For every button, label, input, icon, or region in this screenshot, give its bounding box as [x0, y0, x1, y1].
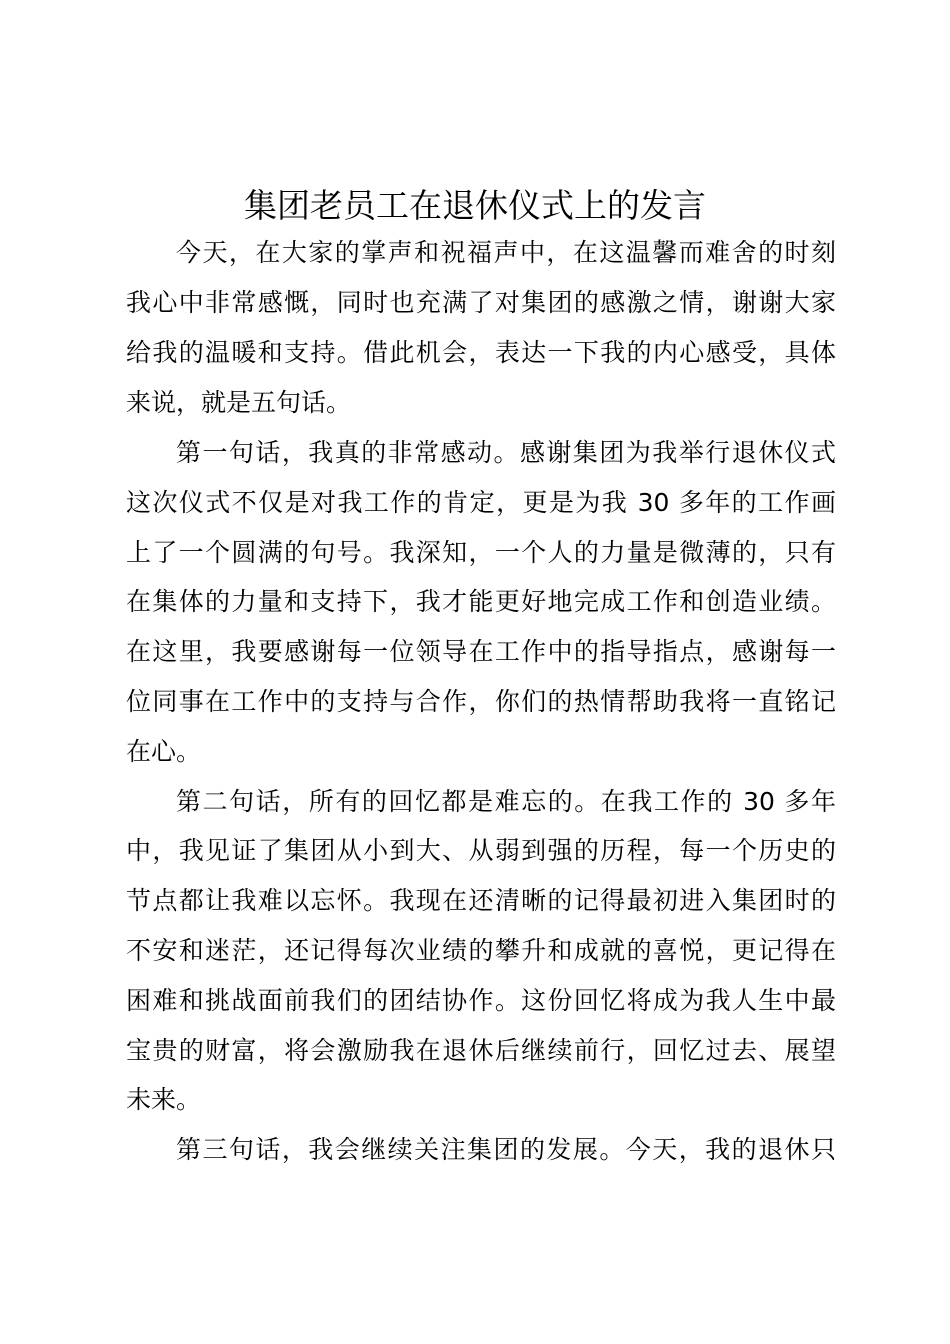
paragraph-2-line-3: 上了一个圆满的句号。我深知，一个人的力量是微薄的，只有: [126, 538, 836, 567]
document-title: 集团老员工在退休仪式上的发言: [244, 186, 706, 225]
paragraph-1-line-1: 今天，在大家的掌声和祝福声中，在这温馨而难舍的时刻: [176, 238, 836, 267]
paragraph-1-line-4: 来说，就是五句话。: [126, 388, 352, 417]
paragraph-3-line-7: 未来。: [126, 1085, 202, 1114]
paragraph-3-line-3: 节点都让我难以忘怀。我现在还清晰的记得最初进入集团时的: [126, 886, 836, 915]
paragraph-3-line-2: 中，我见证了集团从小到大、从弱到强的历程，每一个历史的: [126, 836, 836, 865]
paragraph-1-line-3: 给我的温暖和支持。借此机会，表达一下我的内心感受，具体: [126, 338, 836, 367]
paragraph-3-line-1: 第二句话，所有的回忆都是难忘的。在我工作的 30 多年: [176, 787, 836, 816]
paragraph-1-line-2: 我心中非常感慨，同时也充满了对集团的感激之情，谢谢大家: [126, 288, 836, 317]
paragraph-2-line-7: 在心。: [126, 737, 202, 766]
paragraph-3-line-6: 宝贵的财富，将会激励我在退休后继续前行，回忆过去、展望: [126, 1036, 836, 1065]
paragraph-2-line-6: 位同事在工作中的支持与合作，你们的热情帮助我将一直铭记: [126, 687, 836, 716]
paragraph-3-line-5: 困难和挑战面前我们的团结协作。这份回忆将成为我人生中最: [126, 986, 836, 1015]
paragraph-2-line-4: 在集体的力量和支持下，我才能更好地完成工作和创造业绩。: [126, 587, 836, 616]
paragraph-2-line-5: 在这里，我要感谢每一位领导在工作中的指导指点，感谢每一: [126, 637, 836, 666]
paragraph-4-line-1: 第三句话，我会继续关注集团的发展。今天，我的退休只: [176, 1135, 836, 1164]
paragraph-2-line-2: 这次仪式不仅是对我工作的肯定，更是为我 30 多年的工作画: [126, 488, 836, 517]
paragraph-2-line-1: 第一句话，我真的非常感动。感谢集团为我举行退休仪式: [176, 438, 836, 467]
paragraph-3-line-4: 不安和迷茫，还记得每次业绩的攀升和成就的喜悦，更记得在: [126, 936, 836, 965]
